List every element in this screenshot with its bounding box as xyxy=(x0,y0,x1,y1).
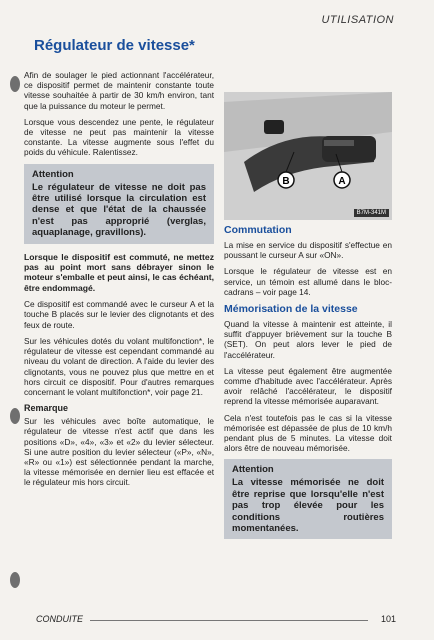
attention-title: Attention xyxy=(32,168,74,180)
warning-paragraph: Lorsque le dispositif est commuté, ne mettez pas au point mort sans débrayer sinon le moteur s'emballe et peut ainsi, le cas échéant, être endommagé. xyxy=(24,251,214,293)
intro-paragraph: Afin de soulager le pied actionnant l'accélérateur, ce dispositif permet de maintenir constante toute vitesse souhaitée à partir de 30 km/h environ, tant que la puissance du moteur le permet. xyxy=(24,70,214,111)
commutation-heading: Commutation xyxy=(224,224,292,236)
callout-b: B xyxy=(282,176,290,187)
indicator-paragraph: Lorsque le régulateur de vitesse est en service, un témoin est allumé dans le bloc-cadrans – voir page 14. xyxy=(224,266,392,297)
remark-title: Remarque xyxy=(24,403,69,414)
attention-text-right: La vitesse mémorisée ne doit être reprise que lorsqu'elle n'est pas trop élevée pour les conditions routières momentanées. xyxy=(232,477,384,535)
margin-dot xyxy=(10,76,20,92)
attention-title-right: Attention xyxy=(232,464,274,476)
lever-figure xyxy=(224,92,392,220)
margin-dot xyxy=(10,572,20,588)
lever-illustration xyxy=(224,92,392,220)
automatic-paragraph: Sur les véhicules avec boîte automatique, le régulateur de vitesse n'est actif que dans les positions «D», «4», «3» et «2» du levier sélecteur. Si une autre position du levier sélecteur («P», «N», «R» ou «1») est sélectionnée pendant la marche, la vitesse mémorisée en dernier lieu est effacée et le régulateur mis hors circuit. xyxy=(24,416,214,488)
footer-rule xyxy=(90,620,368,621)
margin-dot xyxy=(10,408,20,424)
attention-box-right xyxy=(224,459,392,539)
running-header: UTILISATION xyxy=(321,14,394,26)
right-column xyxy=(224,224,392,547)
control-paragraph: Ce dispositif est commandé avec le curseur A et la touche B placés sur le levier des clignotants et des feux de route. xyxy=(24,299,214,330)
attention-text: Le régulateur de vitesse ne doit pas être utilisé lorsque la circulation est dense et que l'état de la chaussée n'est pas approprié (verglas, aquaplanage, gravillons). xyxy=(32,181,206,239)
set-paragraph: Quand la vitesse à maintenir est atteinte, il suffit d'appuyer brièvement sur la touche B (SET). On peut alors lever le pied de l'accélérateur. xyxy=(224,319,392,360)
accelerate-paragraph: La vitesse peut également être augmentée comme d'habitude avec l'accélérateur. Après avoir relâché l'accélérateur, le dispositif reprend la vitesse mémorisée auparavant. xyxy=(224,365,392,407)
attention-box xyxy=(24,164,214,244)
callout-a: A xyxy=(338,176,346,187)
page-title: Régulateur de vitesse* xyxy=(34,37,195,54)
exceed-paragraph: Cela n'est toutefois pas le cas si la vitesse mémorisée est dépassée de plus de 10 km/h pendant plus de 5 minutes. La vitesse doit alors être de nouveau mémorisée. xyxy=(224,412,392,454)
memorisation-heading: Mémorisation de la vitesse xyxy=(224,303,358,316)
multifunction-paragraph: Sur les véhicules dotés du volant multifonction*, le régulateur de vitesse est cependant commandé au niveau du volant de direction. A l'aide du levier des clignotants, vous ne pouvez plus que mettre en et hors circuit ce dispositif. Pour d'autres remarques concernant le volant multifonction*, voir page 21. xyxy=(24,335,214,397)
page-number: 101 xyxy=(380,614,396,624)
left-column xyxy=(24,70,214,494)
slope-paragraph: Lorsque vous descendez une pente, le régulateur de vitesse ne peut pas maintenir la vitesse constante. La vitesse augmente sous l'effet du poids du véhicule. Ralentissez. xyxy=(24,116,214,158)
activation-paragraph: La mise en service du dispositif s'effectue en poussant le curseur A sur «ON». xyxy=(224,240,392,261)
figure-code: B7M-341M xyxy=(354,209,389,217)
footer-chapter: CONDUITE xyxy=(36,614,83,624)
